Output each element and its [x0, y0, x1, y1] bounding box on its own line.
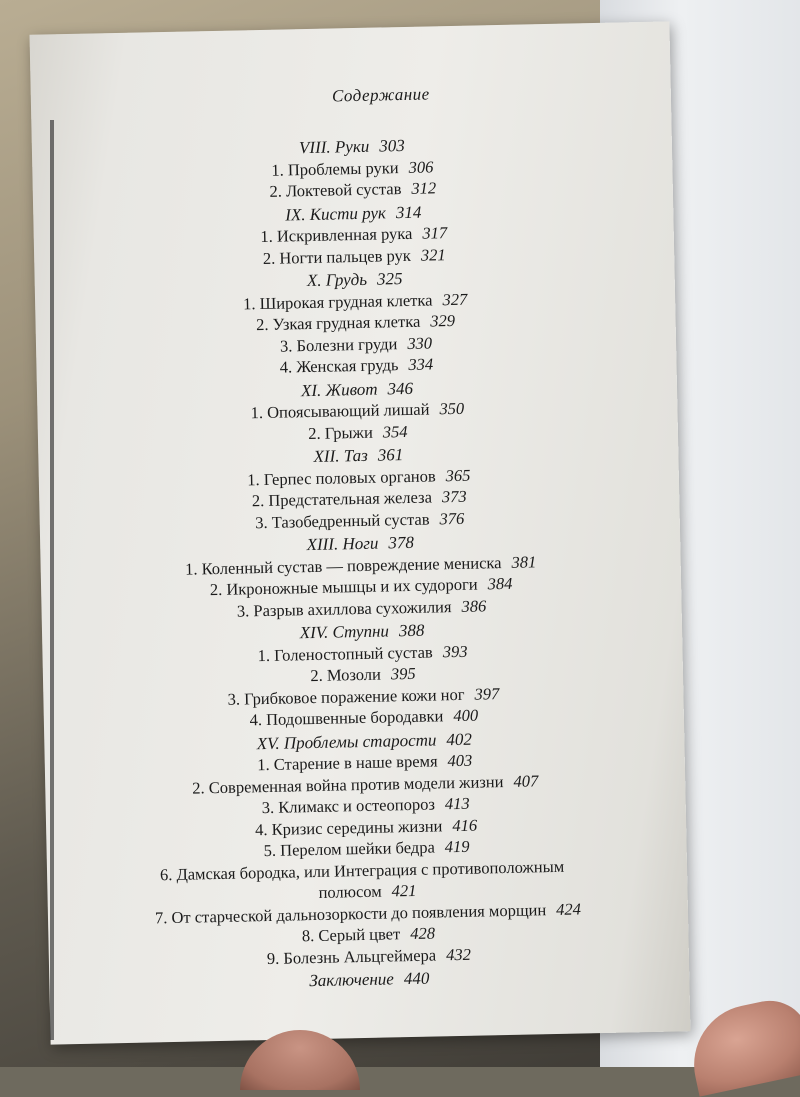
- toc-page-number: 361: [378, 445, 404, 465]
- page-edge: [50, 120, 54, 1040]
- toc-entry-text: IX. Кисти рук: [285, 203, 386, 224]
- toc-entry-text: 9. Болезнь Альцгеймера: [267, 945, 437, 968]
- toc-page-number: 413: [445, 794, 470, 814]
- toc-page-number: 334: [408, 354, 433, 374]
- toc-entry-text: 1. Широкая грудная клетка: [243, 290, 433, 313]
- toc-page-number: 329: [430, 311, 455, 331]
- toc-page-number: 400: [453, 706, 478, 726]
- toc-entry-text: 3. Болезни груди: [280, 334, 398, 355]
- toc-entry-text: 1. Голеностопный сустав: [257, 642, 433, 665]
- toc-entry-text: 4. Женская грудь: [280, 355, 399, 376]
- toc-page-number: 378: [388, 533, 414, 553]
- toc-page-number: 330: [407, 333, 432, 353]
- toc-entry-text: VIII. Руки: [299, 137, 370, 157]
- toc-page-number: 321: [421, 245, 446, 265]
- toc-page-number: 350: [439, 399, 464, 419]
- toc-list: [72, 130, 650, 996]
- toc-entry-text: 5. Перелом шейки бедра: [263, 838, 435, 861]
- toc-page-number: 407: [513, 771, 538, 791]
- toc-entry-text: XII. Таз: [313, 446, 368, 466]
- toc-page-number: 388: [399, 621, 425, 641]
- toc-entry-text: 4. Кризис середины жизни: [255, 816, 443, 839]
- toc-page-number: 397: [474, 684, 499, 704]
- toc-entry-text: XV. Проблемы старости: [257, 730, 437, 753]
- page-title: Содержание: [131, 80, 631, 110]
- toc-page-number: 440: [404, 969, 430, 989]
- toc-entry-text: 6. Дамская бородка, или Интеграция с противоположным: [160, 856, 565, 883]
- toc-entry-text: 1. Проблемы руки: [271, 158, 399, 180]
- toc-page-number: 402: [446, 729, 472, 749]
- toc-entry-text: 4. Подошвенные бородавки: [249, 706, 443, 729]
- toc-entry-text: 2. Икроножные мышцы и их судороги: [210, 575, 478, 600]
- toc-page-number: 365: [445, 465, 470, 485]
- toc-entry-text: 1. Старение в наше время: [257, 751, 438, 774]
- toc-page-number: 428: [410, 924, 435, 944]
- toc-entry-text: 3. Тазобедренный сустав: [255, 509, 430, 532]
- toc-entry-text: полюсом: [318, 882, 382, 902]
- toc-page-number: 376: [439, 508, 464, 528]
- toc-entry-text: XI. Живот: [301, 379, 378, 400]
- toc-page-number: 317: [422, 223, 447, 243]
- toc-entry-text: 1. Герпес половых органов: [247, 466, 436, 489]
- toc-entry-text: 2. Грыжи: [308, 422, 373, 442]
- toc-page-number: 403: [447, 751, 472, 771]
- toc-entry-text: 2. Мозоли: [310, 665, 381, 685]
- toc-entry-text: 2. Современная война против модели жизни: [192, 772, 504, 798]
- toc-entry-text: XIV. Ступни: [300, 621, 390, 642]
- toc-entry-text: 2. Предстательная железа: [252, 487, 432, 510]
- toc-page-number: 419: [445, 837, 470, 857]
- toc-page-number: 327: [442, 289, 467, 309]
- toc-entry-text: 8. Серый цвет: [302, 924, 401, 945]
- toc-page-number: 312: [411, 178, 436, 198]
- toc-entry-text: 1. Опоясывающий лишай: [250, 400, 429, 423]
- toc-page-number: 381: [511, 552, 536, 572]
- toc-page-number: 325: [377, 269, 403, 289]
- toc-entry-text: Заключение: [309, 969, 394, 990]
- toc-entry-text: 2. Локтевой сустав: [269, 179, 401, 201]
- toc-entry-text: 2. Узкая грудная клетка: [256, 312, 421, 334]
- toc-entry-text: 7. От старческой дальнозоркости до появления морщин: [155, 900, 547, 927]
- toc-page-number: 416: [452, 815, 477, 835]
- toc-page-number: 384: [487, 574, 512, 594]
- toc-page-number: 303: [379, 136, 405, 156]
- toc-entry-text: 3. Разрыв ахиллова сухожилия: [237, 597, 452, 620]
- toc-page-number: 424: [556, 899, 581, 919]
- toc-page-number: 306: [408, 157, 433, 177]
- toc-entry-text: X. Грудь: [307, 270, 368, 290]
- toc-page-number: 432: [446, 944, 471, 964]
- toc-entry-text: 1. Искривленная рука: [260, 224, 412, 246]
- toc-entry-text: 1. Коленный сустав — повреждение мениска: [185, 553, 502, 579]
- toc-page-number: 393: [442, 641, 467, 661]
- toc-entry-text: 3. Грибковое поражение кожи ног: [227, 684, 464, 708]
- toc-page-number: 346: [387, 378, 413, 398]
- toc-page-number: 354: [383, 421, 408, 441]
- book-page: [29, 21, 690, 1044]
- table-of-contents: [71, 80, 650, 996]
- toc-page-number: 386: [461, 596, 486, 616]
- toc-page-number: 373: [442, 487, 467, 507]
- toc-entry-text: XIII. Ноги: [306, 534, 378, 554]
- toc-page-number: 421: [391, 881, 416, 901]
- toc-entry-text: 2. Ногти пальцев рук: [263, 245, 411, 267]
- toc-entry-text: 3. Климакс и остеопороз: [262, 794, 435, 817]
- toc-page-number: 395: [391, 664, 416, 684]
- toc-page-number: 314: [396, 202, 422, 222]
